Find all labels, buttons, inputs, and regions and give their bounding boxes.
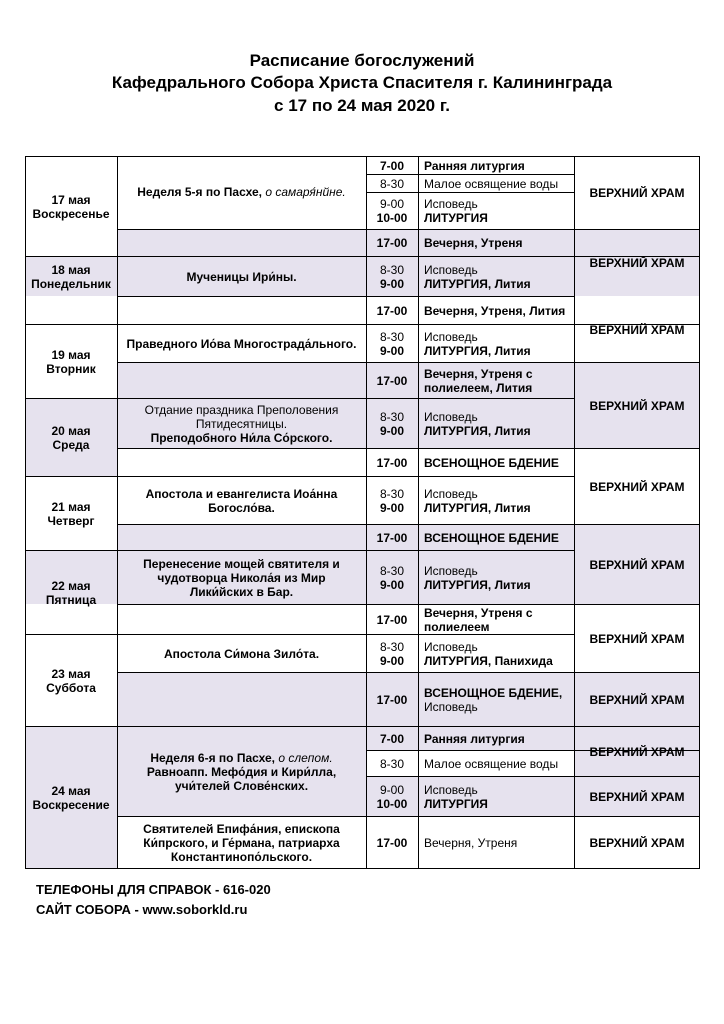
day-cell bbox=[25, 635, 117, 726]
service-time: 9-00 bbox=[379, 197, 404, 211]
service-name: ЛИТУРГИЯ, Лития bbox=[424, 423, 531, 438]
service-name: ВСЕНОЩНОЕ БДЕНИЕ, bbox=[424, 685, 563, 700]
service-time: 17-00 bbox=[376, 303, 408, 318]
day-cell bbox=[25, 157, 117, 256]
day-cell bbox=[25, 551, 117, 634]
service-time: 8-30 bbox=[379, 486, 405, 501]
service-name: Малое освящение воды bbox=[424, 756, 559, 771]
service-name-cell bbox=[424, 193, 574, 229]
service-name: Исповедь bbox=[424, 409, 478, 424]
service-name-cell bbox=[424, 673, 574, 726]
day-date: 22 мая bbox=[51, 578, 91, 593]
service-time: 8-30 bbox=[379, 329, 405, 344]
location-cell: ВЕРХНИЙ ХРАМ bbox=[589, 631, 685, 646]
day-weekday: Вторник bbox=[46, 361, 96, 376]
feast-line: Богосло́ва. bbox=[208, 500, 275, 515]
date-range: с 17 по 24 мая 2020 г. bbox=[274, 96, 450, 115]
grid-line bbox=[418, 156, 419, 869]
service-name: Вечерня, Утреня с bbox=[424, 605, 533, 620]
location-cell: ВЕРХНИЙ ХРАМ bbox=[589, 835, 685, 850]
feast-line: Равноапп. Мефо́дия и Кири́лла, bbox=[146, 764, 337, 779]
feast-line: Святителей Епифа́ния, епископа bbox=[143, 821, 340, 836]
service-name: ЛИТУРГИЯ, Лития bbox=[424, 276, 531, 291]
service-name-cell bbox=[424, 363, 574, 398]
service-name: ЛИТУРГИЯ, Лития bbox=[424, 343, 531, 358]
service-name: Ранняя литургия bbox=[424, 731, 525, 746]
day-date: 18 мая bbox=[51, 262, 91, 277]
service-time: 17-00 bbox=[376, 692, 408, 707]
location-cell: ВЕРХНИЙ ХРАМ bbox=[589, 479, 685, 494]
service-time: 7-00 bbox=[379, 731, 405, 746]
location-cell: ВЕРХНИЙ ХРАМ bbox=[589, 256, 685, 270]
service-time: 17-00 bbox=[376, 455, 408, 470]
location-cell: ВЕРХНИЙ ХРАМ bbox=[589, 789, 685, 804]
service-time: 10-00 bbox=[376, 796, 408, 811]
service-time: 9-00 bbox=[379, 782, 404, 797]
location-cell: ВЕРХНИЙ ХРАМ bbox=[589, 692, 685, 707]
service-name: Исповедь bbox=[424, 639, 478, 654]
service-time: 17-00 bbox=[376, 835, 408, 850]
location-cell: ВЕРХНИЙ ХРАМ bbox=[589, 398, 685, 413]
service-name: ЛИТУРГИЯ, Лития bbox=[424, 500, 531, 515]
day-weekday: Пятница bbox=[45, 592, 97, 607]
feast-text: Мученицы Ири́ны. bbox=[186, 269, 297, 284]
service-name: Вечерня, Утреня bbox=[424, 835, 518, 850]
feast-line: Неделя 6-я по Пасхе, bbox=[150, 750, 279, 765]
service-name: Исповедь bbox=[424, 563, 478, 578]
feast-line: учи́телей Слове́нских. bbox=[174, 778, 309, 793]
service-time: 8-30 bbox=[379, 639, 405, 654]
feast-line: чудотворца Никола́я из Мир bbox=[157, 570, 326, 585]
service-name: ЛИТУРГИЯ, Панихида bbox=[424, 653, 553, 668]
service-time: 17-00 bbox=[376, 530, 408, 545]
service-time-cell bbox=[366, 477, 418, 524]
service-name: Ранняя литургия bbox=[424, 158, 525, 173]
feast-line: Апостола и евангелиста Иоа́нна bbox=[145, 486, 338, 501]
service-time: 17-00 bbox=[376, 373, 408, 388]
service-time: 9-00 bbox=[379, 343, 405, 358]
feast-cell bbox=[117, 325, 366, 362]
service-name-cell bbox=[424, 605, 574, 634]
service-name-cell bbox=[424, 551, 574, 604]
service-name: Исповедь bbox=[424, 699, 478, 714]
day-date: 19 мая bbox=[51, 347, 91, 362]
shaded-cell bbox=[117, 672, 366, 726]
feast-line: Пятидесятницы. bbox=[195, 416, 288, 431]
location-cell: ВЕРХНИЙ ХРАМ bbox=[589, 557, 685, 572]
feast-text-italic: о самаря́нйне. bbox=[265, 185, 346, 199]
feast-cell bbox=[117, 399, 366, 448]
service-name: Исповедь bbox=[424, 262, 478, 277]
service-name: ЛИТУРГИЯ bbox=[424, 796, 488, 811]
feast-line: Лики́йских в Бар. bbox=[189, 584, 294, 599]
service-name: Исповедь bbox=[424, 486, 478, 501]
day-weekday: Понедельник bbox=[31, 276, 111, 291]
shaded-cell bbox=[117, 362, 366, 398]
service-name: ЛИТУРГИЯ bbox=[424, 211, 488, 225]
day-cell bbox=[25, 257, 117, 296]
service-time-cell bbox=[366, 257, 418, 296]
schedule-title: Расписание богослужений bbox=[249, 51, 475, 70]
service-name: Исповедь bbox=[424, 329, 478, 344]
day-date: 21 мая bbox=[51, 499, 91, 514]
day-date: 17 мая bbox=[51, 192, 91, 207]
service-time: 8-30 bbox=[379, 176, 405, 191]
service-time-cell bbox=[366, 193, 418, 229]
day-date: 23 мая bbox=[51, 666, 91, 681]
service-name-cell bbox=[424, 477, 574, 524]
feast-line: Преподобного Ни́ла Со́рского. bbox=[150, 430, 333, 445]
service-time: 8-30 bbox=[379, 756, 405, 771]
service-name: полиелеем bbox=[424, 619, 490, 634]
feast-line: Ки́прского, и Ге́рмана, патриарха bbox=[143, 835, 340, 850]
service-name: Исповедь bbox=[424, 782, 478, 797]
day-cell bbox=[25, 477, 117, 550]
feast-line: Константинопо́льского. bbox=[170, 849, 313, 864]
location-cell: ВЕРХНИЙ ХРАМ bbox=[589, 186, 685, 200]
service-time: 8-30 bbox=[379, 262, 405, 277]
location-cell: ВЕРХНИЙ ХРАМ bbox=[589, 322, 685, 337]
service-name-cell bbox=[424, 399, 574, 448]
feast-line: Перенесение мощей святителя и bbox=[143, 556, 340, 571]
service-name: полиелеем, Лития bbox=[424, 380, 533, 395]
shaded-cell bbox=[117, 229, 366, 256]
feast-text: Праведного Ио́ва Многострада́льного. bbox=[126, 336, 357, 351]
table-border bbox=[25, 868, 700, 869]
day-weekday: Среда bbox=[52, 437, 90, 452]
feast-line-italic: о слепом. bbox=[278, 750, 333, 765]
day-weekday: Четверг bbox=[47, 513, 95, 528]
service-time: 17-00 bbox=[376, 236, 408, 250]
service-time-cell bbox=[366, 635, 418, 672]
feast-cell bbox=[117, 635, 366, 672]
day-weekday: Суббота bbox=[46, 680, 96, 695]
service-name: ВСЕНОЩНОЕ БДЕНИЕ bbox=[424, 455, 559, 470]
service-time-cell bbox=[366, 325, 418, 362]
day-cell bbox=[25, 325, 117, 398]
service-name: Исповедь bbox=[424, 197, 478, 211]
service-time: 8-30 bbox=[379, 409, 405, 424]
service-name: Малое освящение воды bbox=[424, 176, 559, 191]
shaded-cell bbox=[117, 524, 366, 550]
day-date: 24 мая bbox=[51, 783, 91, 798]
service-time: 10-00 bbox=[376, 211, 408, 225]
service-name-cell bbox=[424, 257, 574, 296]
website-info: САЙТ СОБОРА - www.soborkld.ru bbox=[36, 902, 248, 917]
feast-text: Апостола Си́мона Зило́та. bbox=[163, 646, 320, 661]
service-time: 8-30 bbox=[379, 563, 405, 578]
feast-cell bbox=[117, 176, 366, 208]
feast-cell bbox=[117, 257, 366, 296]
service-name: ЛИТУРГИЯ, Лития bbox=[424, 577, 531, 592]
service-time: 9-00 bbox=[379, 500, 405, 515]
service-time-cell bbox=[366, 399, 418, 448]
feast-text: Неделя 5-я по Пасхе, bbox=[137, 185, 266, 199]
service-name-cell bbox=[424, 777, 574, 816]
service-time: 7-00 bbox=[379, 158, 405, 173]
service-name-cell bbox=[424, 635, 574, 672]
feast-cell bbox=[117, 477, 366, 524]
day-cell bbox=[25, 399, 117, 476]
feast-cell bbox=[117, 817, 366, 868]
feast-line: Отдание праздника Преполовения bbox=[144, 402, 339, 417]
service-time: 9-00 bbox=[379, 653, 405, 668]
day-cell bbox=[25, 727, 117, 868]
day-date: 20 мая bbox=[51, 423, 91, 438]
day-weekday: Воскресение bbox=[32, 797, 110, 812]
service-time: 17-00 bbox=[376, 612, 408, 627]
service-name: Вечерня, Утреня bbox=[424, 236, 523, 250]
service-time: 9-00 bbox=[379, 423, 405, 438]
service-time: 9-00 bbox=[379, 276, 405, 291]
service-name: Вечерня, Утреня, Лития bbox=[424, 303, 566, 318]
location-cell: ВЕРХНИЙ ХРАМ bbox=[589, 744, 685, 759]
feast-cell bbox=[117, 551, 366, 604]
cathedral-name: Кафедрального Собора Христа Спасителя г. Калининграда bbox=[111, 73, 613, 92]
service-time-cell bbox=[366, 551, 418, 604]
phone-info: ТЕЛЕФОНЫ ДЛЯ СПРАВОК - 616-020 bbox=[36, 882, 271, 897]
service-name: ВСЕНОЩНОЕ БДЕНИЕ bbox=[424, 530, 559, 545]
day-weekday: Воскресенье bbox=[32, 206, 110, 221]
feast-cell bbox=[117, 727, 366, 816]
service-name-cell bbox=[424, 325, 574, 362]
service-time-cell bbox=[366, 777, 418, 816]
service-name: Вечерня, Утреня с bbox=[424, 366, 533, 381]
service-time: 9-00 bbox=[379, 577, 405, 592]
